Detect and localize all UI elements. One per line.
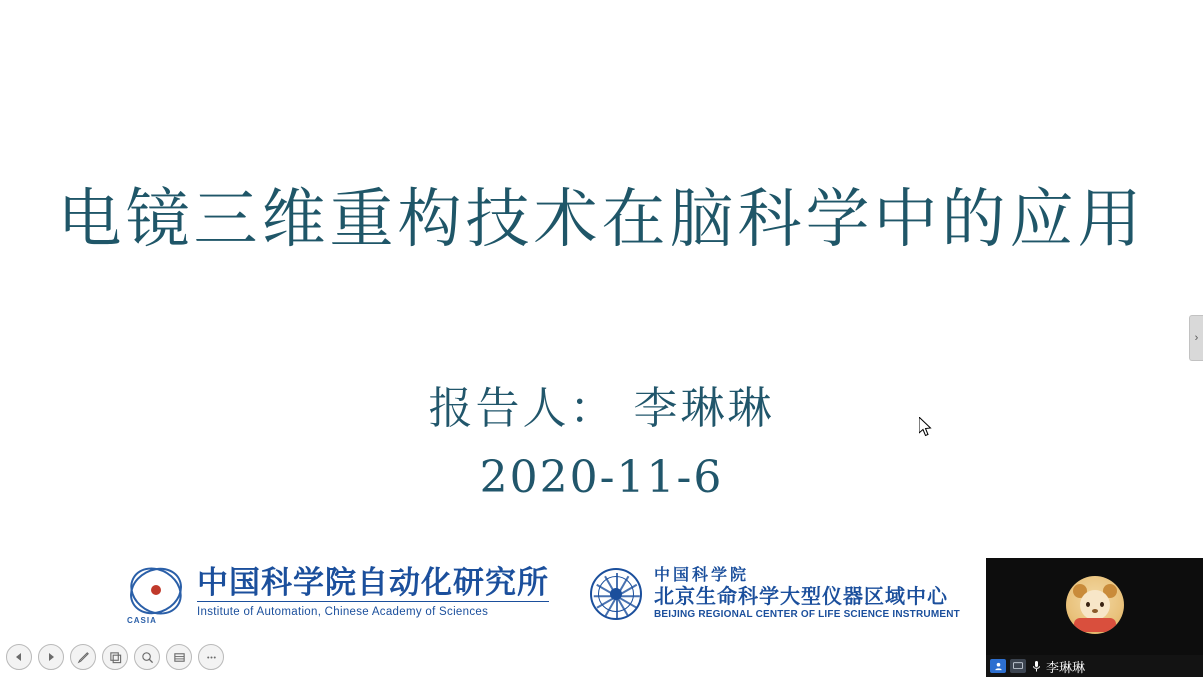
avatar — [1066, 576, 1124, 634]
zoom-button[interactable] — [134, 644, 160, 670]
annotation-toolbar[interactable] — [4, 641, 226, 673]
slide-presenter: 报告人： 李琳琳 — [428, 383, 775, 434]
casia-emblem-icon — [125, 563, 187, 623]
pen-icon — [77, 651, 90, 664]
screen-share-badge — [1010, 659, 1026, 673]
magnifier-icon — [141, 651, 154, 664]
chevron-right-icon: › — [1194, 332, 1199, 344]
microphone-icon — [1030, 658, 1042, 674]
brclsi-emblem-icon — [590, 568, 642, 620]
slide-list-button[interactable] — [166, 644, 192, 670]
copy-icon — [109, 651, 122, 664]
previous-slide-button[interactable] — [6, 644, 32, 670]
casia-name-cn: 中国科学院自动化研究所 — [197, 565, 549, 601]
host-badge — [990, 659, 1006, 673]
brclsi-name-cn-line2: 北京生命科学大型仪器区域中心 — [654, 584, 948, 608]
pen-annotate-button[interactable] — [70, 644, 96, 670]
triangle-left-icon — [14, 652, 24, 662]
video-tile-footer — [986, 655, 1203, 677]
more-options-button[interactable] — [198, 644, 224, 670]
brclsi-name-en: BEIJING REGIONAL CENTER OF LIFE SCIENCE INSTRUMENT — [654, 609, 960, 620]
ellipsis-icon — [205, 651, 218, 664]
participant-name: 李琳琳 — [1046, 660, 1086, 676]
casia-text — [197, 566, 549, 620]
triangle-right-icon — [46, 652, 56, 662]
slides-icon — [173, 651, 186, 664]
slide-title: 电镜三维重构技术在脑科学中的应用 — [57, 183, 1146, 257]
self-video-tile[interactable] — [986, 558, 1203, 677]
next-slide-button[interactable] — [38, 644, 64, 670]
brclsi-name-cn-line1: 中国科学院 — [654, 565, 750, 584]
logo-casia — [125, 563, 549, 623]
logo-brclsi — [590, 565, 960, 622]
casia-name-en: Institute of Automation, Chinese Academy of Sciences — [197, 601, 549, 620]
brclsi-text — [654, 565, 960, 622]
casia-emblem-label: CASIA — [127, 616, 157, 625]
screenshot-button[interactable] — [102, 644, 128, 670]
expand-panel-handle[interactable] — [1189, 315, 1203, 361]
slide-date: 2020-11-6 — [479, 452, 724, 503]
monitor-icon — [1013, 662, 1023, 670]
person-icon — [994, 662, 1003, 671]
